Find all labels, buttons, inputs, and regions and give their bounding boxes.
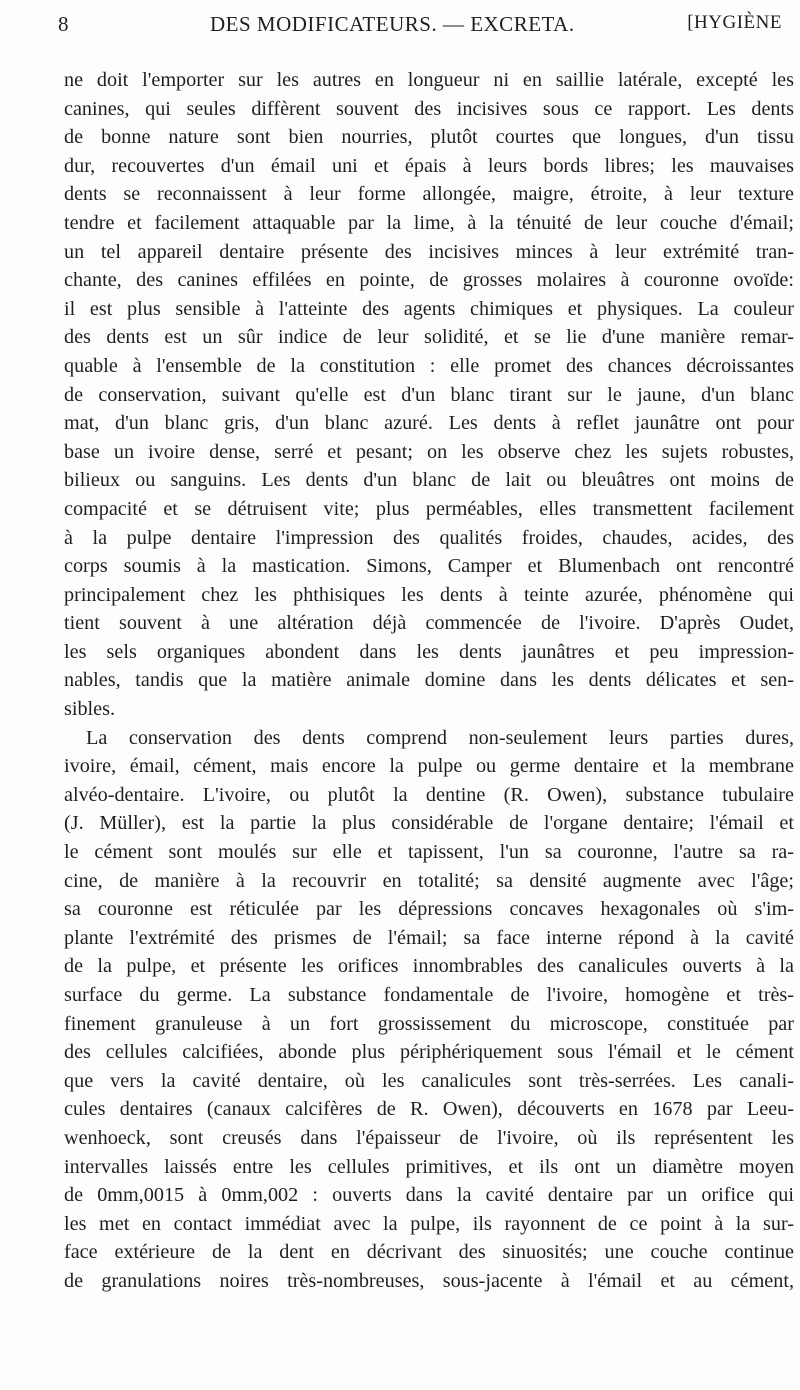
text-line: surface du germe. La substance fondamentale de l'ivoire, homogène et très-	[64, 984, 794, 1006]
text-line: tendre et facilement attaquable par la lime, à la ténuité de leur couche d'émail;	[64, 211, 794, 234]
text-line: de bonne nature sont bien nourries, plutôt courtes que longues, d'un tissu	[64, 126, 794, 149]
page-number: 8	[58, 12, 69, 36]
text-line: dur, recouvertes d'un émail uni et épais à leurs bords libres; les mauvaises	[64, 154, 794, 177]
text-line: de conservation, suivant qu'elle est d'un blanc tirant sur le jaune, d'un blanc	[64, 383, 794, 406]
paragraph-start: La conservation des dents comprend non-seulement leurs parties dures,	[86, 726, 794, 749]
text-line: intervalles laissés entre les cellules primitives, et ils ont un diamètre moyen	[64, 1155, 794, 1178]
text-line: (J. Müller), est la partie la plus considérable de l'organe dentaire; l'émail et	[64, 812, 794, 835]
text-line: que vers la cavité dentaire, où les canalicules sont très-serrées. Les canali-	[64, 1069, 794, 1092]
text-line: wenhoeck, sont creusés dans l'épaisseur de l'ivoire, où ils représentent les	[64, 1126, 794, 1149]
text-line: de 0mm,0015 à 0mm,002 : ouverts dans la cavité dentaire par un orifice qui	[64, 1184, 794, 1207]
text-line: un tel appareil dentaire présente des incisives minces à leur extrémité tran-	[64, 240, 794, 263]
text-line: nables, tandis que la matière animale domine dans les dents délicates et sen-	[64, 669, 794, 692]
text-line: des cellules calcifiées, abonde plus périphériquement sous l'émail et le cément	[64, 1041, 794, 1064]
text-line: sibles.	[64, 698, 116, 721]
text-line: ivoire, émail, cément, mais encore la pulpe ou germe dentaire et la membrane	[64, 755, 794, 778]
text-line: corps soumis à la mastication. Simons, Camper et Blumenbach ont rencontré	[64, 555, 794, 578]
text-line: sa couronne est réticulée par les dépressions concaves hexagonales où s'im-	[64, 898, 794, 921]
text-line: face extérieure de la dent en décrivant des sinuosités; une couche continue	[64, 1241, 794, 1264]
text-line: bilieux ou sanguins. Les dents d'un blanc de lait ou bleuâtres ont moins de	[64, 469, 794, 492]
text-line: dents se reconnaissent à leur forme allongée, maigre, étroite, à leur texture	[64, 183, 794, 206]
text-line: de la pulpe, et présente les orifices innombrables des canalicules ouverts à la	[64, 955, 794, 978]
text-line: compacité et se détruisent vite; plus perméables, elles transmettent facilement	[64, 497, 794, 520]
running-title: DES MODIFICATEURS. — EXCRETA.	[210, 12, 575, 36]
text-line: à la pulpe dentaire l'impression des qualités froides, chaudes, acides, des	[64, 526, 794, 549]
text-line: mat, d'un blanc gris, d'un blanc azuré. Les dents à reflet jaunâtre ont pour	[64, 412, 794, 435]
text-line: cules dentaires (canaux calcifères de R. Owen), découverts en 1678 par Leeu-	[64, 1098, 794, 1121]
text-line: cine, de manière à la recouvrir en totalité; sa densité augmente avec l'âge;	[64, 869, 794, 892]
text-line: les sels organiques abondent dans les dents jaunâtres et peu impression-	[64, 640, 794, 663]
text-line: les met en contact immédiat avec la pulpe, ils rayonnent de ce point à la sur-	[64, 1212, 794, 1235]
body-text	[64, 66, 794, 1296]
text-line: principalement chez les phthisiques les dents à teinte azurée, phénomène qui	[64, 583, 794, 606]
text-line: plante l'extrémité des prismes de l'émail; sa face interne répond à la cavité	[64, 926, 794, 949]
text-line: le cément sont moulés sur elle et tapissent, l'un sa couronne, l'autre sa ra-	[64, 841, 794, 864]
page-header	[58, 8, 782, 38]
text-line: tient souvent à une altération déjà commencée de l'ivoire. D'après Oudet,	[64, 612, 794, 635]
text-line: alvéo-dentaire. L'ivoire, ou plutôt la dentine (R. Owen), substance tubulaire	[64, 783, 794, 806]
text-line: canines, qui seules diffèrent souvent des incisives sous ce rapport. Les dents	[64, 97, 794, 120]
text-line: de granulations noires très-nombreuses, sous-jacente à l'émail et au cément,	[64, 1269, 794, 1292]
text-line: quable à l'ensemble de la constitution : elle promet des chances décroissantes	[64, 354, 794, 377]
text-line: chante, des canines effilées en pointe, de grosses molaires à couronne ovoïde:	[64, 269, 794, 292]
text-line: des dents est un sûr indice de leur solidité, et se lie d'une manière remar-	[64, 326, 794, 349]
text-line: il est plus sensible à l'atteinte des agents chimiques et physiques. La couleur	[64, 297, 794, 320]
section-tag: [HYGIÈNE	[687, 12, 782, 33]
text-line: ne doit l'emporter sur les autres en longueur ni en saillie latérale, excepté les	[64, 69, 794, 91]
text-line: base un ivoire dense, serré et pesant; on les observe chez les sujets robustes,	[64, 440, 794, 463]
text-line: finement granuleuse à un fort grossissement du microscope, constituée par	[64, 1012, 794, 1035]
